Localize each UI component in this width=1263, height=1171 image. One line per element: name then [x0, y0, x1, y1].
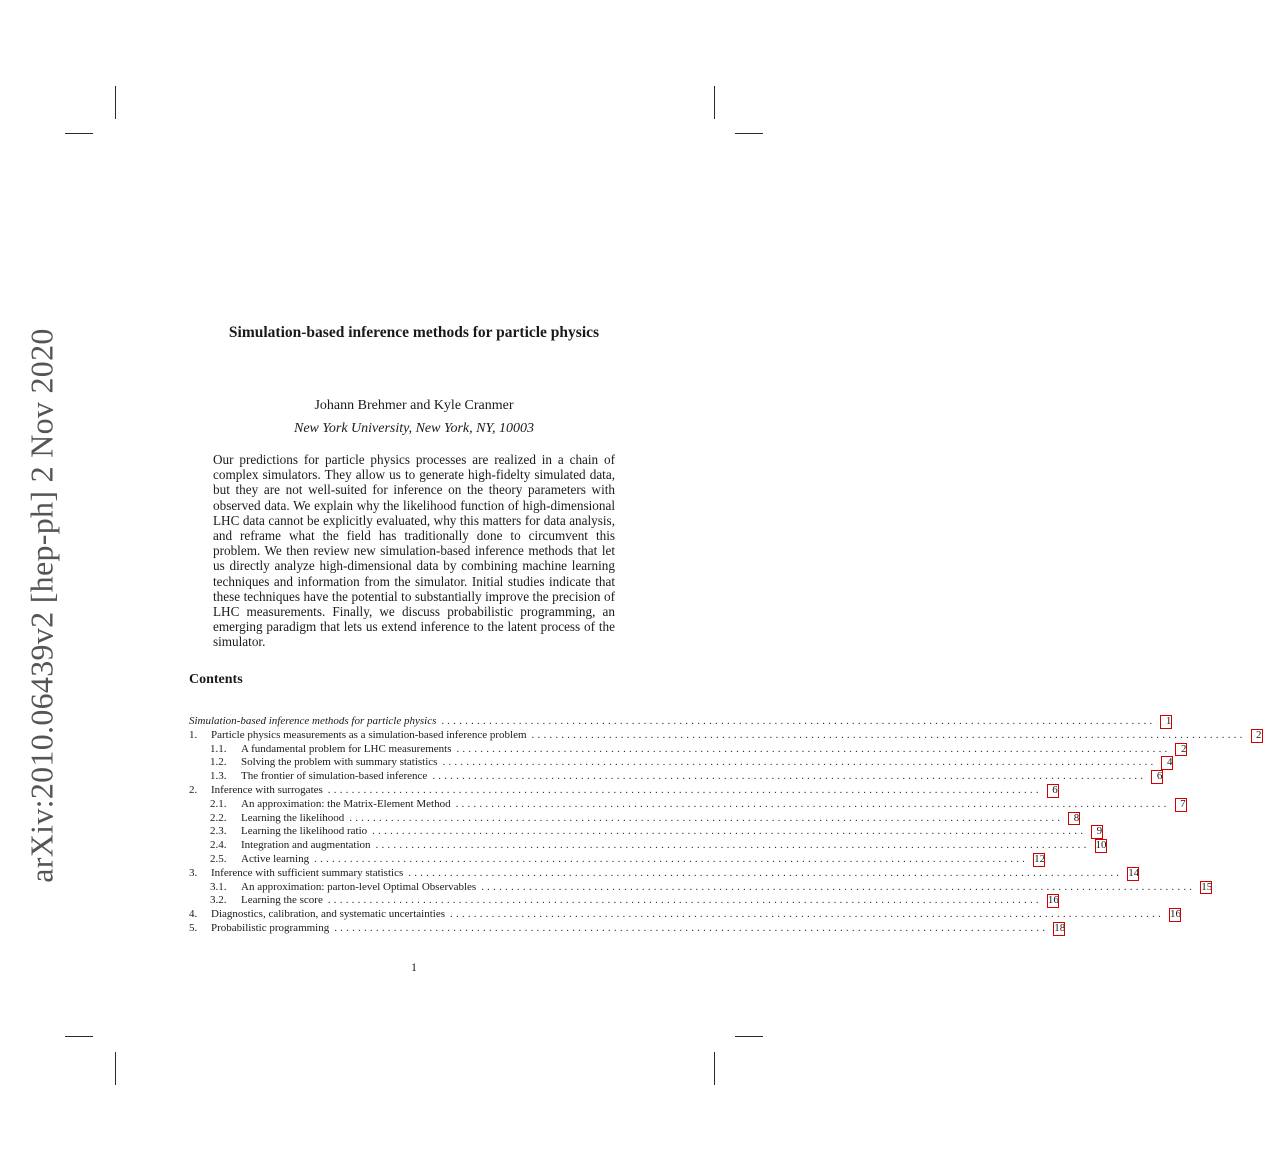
toc-page-link[interactable]: 14 [1128, 866, 1140, 879]
table-of-contents [189, 715, 1262, 936]
toc-entry-title: Integration and augmentation [241, 839, 371, 852]
toc-page-link[interactable]: 18 [1054, 921, 1066, 934]
toc-entry[interactable] [189, 908, 1181, 922]
toc-entry[interactable] [189, 756, 1173, 770]
toc-leader: ........................................................................................................................ [450, 908, 1164, 921]
toc-leader: ........................................................................................................................ [432, 770, 1147, 783]
toc-entry-number: 3. [189, 866, 198, 879]
toc-page-link[interactable]: 2 [1251, 729, 1263, 743]
toc-leader: ........................................................................................................................ [314, 852, 1029, 865]
toc-entry[interactable] [189, 770, 1163, 784]
toc-entry[interactable] [189, 921, 1066, 936]
toc-entry-title: An approximation: the Matrix-Element Method [241, 797, 451, 810]
toc-page-link[interactable]: 8 [1068, 812, 1080, 826]
toc-entry-title: Learning the likelihood [241, 811, 345, 824]
toc-entry-number: 2.4. [210, 839, 227, 852]
toc-entry-number: 2.1. [210, 797, 227, 810]
toc-entry-title: Learning the score [241, 894, 323, 907]
toc-entry[interactable] [189, 742, 1187, 757]
toc-leader: ........................................................................................................................ [441, 715, 1156, 727]
toc-entry-number: 5. [189, 921, 198, 934]
toc-entry-number: 1.1. [210, 742, 227, 755]
toc-leader: ........................................................................................................................ [349, 811, 1064, 824]
toc-leader: ........................................................................................................................ [408, 866, 1123, 879]
toc-entry-title: An approximation: parton-level Optimal Observables [241, 880, 477, 893]
toc-entry[interactable] [189, 783, 1058, 798]
toc-page-link[interactable]: 2 [1175, 743, 1187, 757]
toc-page-link[interactable]: 12 [1034, 852, 1046, 865]
toc-leader: ........................................................................................................................ [442, 756, 1157, 769]
toc-entry-number: 3.2. [210, 894, 227, 907]
toc-entry-number: 2.5. [210, 852, 227, 865]
toc-page-link[interactable]: 15 [1201, 880, 1213, 893]
toc-leader: ........................................................................................................................ [375, 839, 1090, 852]
toc-leader: ........................................................................................................................ [327, 894, 1042, 907]
toc-entry-title: A fundamental problem for LHC measurements [241, 742, 452, 755]
toc-entry-title: The frontier of simulation-based inference [241, 770, 428, 783]
contents-heading: Contents [189, 672, 243, 687]
page-number: 1 [411, 960, 417, 974]
toc-entry-number: 3.1. [210, 880, 227, 893]
toc-entry-title: Simulation-based inference methods for particle physics [189, 715, 437, 727]
toc-entry-number: 1.3. [210, 770, 227, 783]
toc-entry-number: 4. [189, 908, 198, 921]
toc-page-link[interactable]: 9 [1091, 825, 1103, 839]
toc-entry[interactable] [189, 894, 1059, 908]
toc-entry-number: 2.2. [210, 811, 227, 824]
toc-entry[interactable] [189, 866, 1140, 881]
toc-leader: ........................................................................................................................ [327, 783, 1042, 796]
crop-mark-bottom-left-horizontal [65, 1036, 93, 1037]
toc-entry-title: Diagnostics, calibration, and systematic uncertainties [211, 908, 445, 921]
toc-page-link[interactable]: 6 [1151, 770, 1163, 784]
toc-leader: ........................................................................................................................ [372, 825, 1087, 838]
crop-mark-top-right-vertical [714, 86, 715, 119]
toc-entry[interactable] [189, 852, 1046, 867]
toc-entry-title: Probabilistic programming [211, 921, 330, 934]
crop-mark-bottom-left-vertical [115, 1052, 116, 1085]
crop-mark-top-left-horizontal [65, 133, 93, 134]
toc-entry[interactable] [189, 797, 1186, 812]
toc-entry-number: 2.3. [210, 825, 227, 838]
toc-entry[interactable] [189, 728, 1262, 743]
toc-entry[interactable] [189, 839, 1107, 853]
toc-page-link[interactable]: 6 [1047, 784, 1059, 798]
toc-entry[interactable] [189, 811, 1080, 826]
crop-mark-top-right-horizontal [735, 133, 763, 134]
toc-entry[interactable] [189, 715, 1172, 729]
toc-page-link[interactable]: 10 [1095, 839, 1107, 852]
abstract: Our predictions for particle physics processes are realized in a chain of complex simulators. They allow us to generate high-fidelty simulated data, but they are not well-suited for inference on the theory parameters with observed data. We explain why the likelihood function of high-dimensional LHC data cannot be explicitly evaluated, why this matters for data analysis, and reframe what the field has traditionally done to circumvent this problem. We then review new simulation-based inference methods that let us directly analyze high-dimensional data by combining machine learning techniques and information from the simulator. Initial studies indicate that these techniques have the potential to substantially improve the precision of LHC measurements. Finally, we discuss probabilistic programming, an emerging paradigm that lets us extend inference to the latent process of the simulator. [213, 452, 615, 650]
toc-entry-title: Inference with sufficient summary statistics [211, 866, 404, 879]
toc-leader: ........................................................................................................................ [531, 728, 1246, 741]
crop-mark-bottom-right-vertical [714, 1052, 715, 1085]
toc-leader: ........................................................................................................................ [456, 742, 1171, 755]
crop-mark-bottom-right-horizontal [735, 1036, 763, 1037]
crop-mark-top-left-vertical [115, 86, 116, 119]
toc-entry-number: 1. [189, 728, 198, 741]
arxiv-identifier-text: arXiv:2010.06439v2 [hep-ph] 2 Nov 2020 [23, 327, 60, 883]
toc-leader: ........................................................................................................................ [481, 880, 1196, 893]
toc-entry-title: Inference with surrogates [211, 783, 323, 796]
paper-authors: Johann Brehmer and Kyle Cranmer [314, 398, 514, 413]
toc-entry-title: Active learning [241, 852, 310, 865]
toc-leader: ........................................................................................................................ [334, 921, 1049, 934]
toc-entry[interactable] [189, 880, 1213, 895]
toc-entry-title: Particle physics measurements as a simulation-based inference problem [211, 728, 527, 741]
toc-entry-title: Solving the problem with summary statistics [241, 756, 438, 769]
toc-page-link[interactable]: 16 [1047, 894, 1059, 907]
paper-affiliation: New York University, New York, NY, 10003 [294, 421, 534, 436]
toc-page-link[interactable]: 1 [1160, 715, 1172, 729]
toc-entry[interactable] [189, 825, 1103, 839]
toc-entry-title: Learning the likelihood ratio [241, 825, 368, 838]
toc-page-link[interactable]: 4 [1161, 756, 1173, 770]
toc-entry-number: 1.2. [210, 756, 227, 769]
paper-title: Simulation-based inference methods for particle physics [228, 324, 600, 341]
toc-page-link[interactable]: 16 [1170, 908, 1181, 921]
toc-page-link[interactable]: 7 [1175, 798, 1187, 812]
toc-entry-number: 2. [189, 783, 198, 796]
toc-leader: ........................................................................................................................ [455, 797, 1170, 810]
